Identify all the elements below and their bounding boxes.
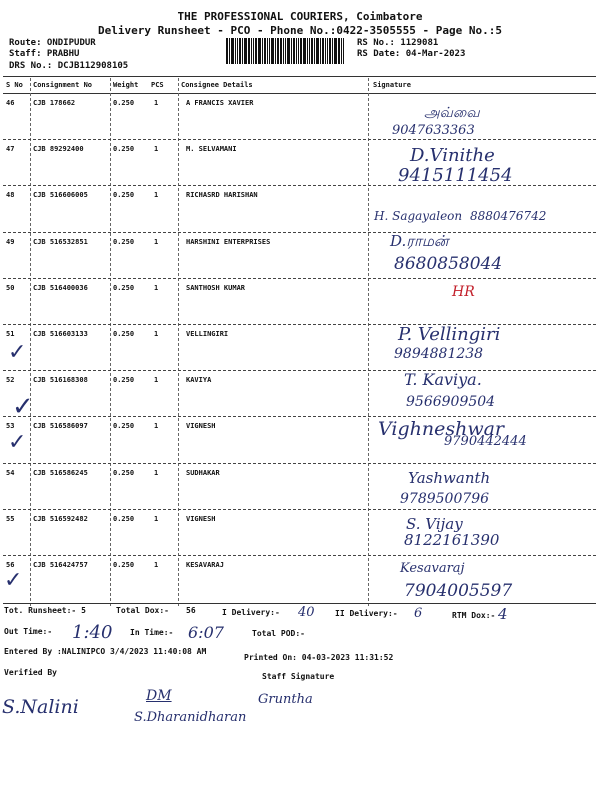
row-weight: 0.250 — [113, 145, 135, 154]
rtm-dox-value: 4 — [498, 605, 508, 623]
row-signature: அவ்வை — [424, 105, 480, 121]
i-delivery-label: I Delivery:- — [222, 608, 280, 617]
row-consignment-no: CJB 516400036 — [33, 283, 88, 292]
staff-signature-second: Gruntha — [258, 692, 313, 707]
ii-delivery-value: 6 — [414, 606, 423, 621]
row-divider — [3, 324, 596, 325]
row-sno: 54 — [6, 468, 15, 477]
out-time-value: 1:40 — [72, 622, 113, 643]
staff-signature-label: Staff Signature — [262, 672, 335, 681]
verifier-signature: S.Nalini — [2, 696, 79, 718]
row-signature: Kesavaraj — [400, 561, 465, 576]
table-header-rule — [3, 93, 596, 94]
row-signature-phone: 9415111454 — [398, 165, 513, 187]
row-divider — [3, 139, 596, 140]
total-dox-label: Total Dox:- — [116, 606, 169, 615]
row-sno: 55 — [6, 514, 15, 523]
staff-signature: S.Dharanidharan — [134, 710, 247, 725]
row-divider — [3, 555, 596, 556]
row-weight: 0.250 — [113, 191, 135, 200]
row-signature: D.Vinithe — [410, 145, 495, 167]
rs-date: RS Date: 04-Mar-2023 — [357, 49, 466, 59]
row-consignment-no: CJB 516424757 — [33, 561, 88, 569]
col-divider — [110, 78, 111, 606]
row-pcs: 1 — [154, 468, 159, 477]
row-weight: 0.250 — [113, 330, 135, 338]
row-weight: 0.250 — [113, 99, 135, 107]
row-weight: 0.250 — [113, 514, 135, 523]
in-time-value: 6:07 — [188, 623, 224, 642]
row-divider — [3, 509, 596, 510]
row-consignee: VELLINGIRI — [186, 330, 229, 338]
row-consignee: SANTHOSH KUMAR — [186, 283, 246, 292]
drs-number: DRS No.: DCJB112908105 — [9, 61, 129, 71]
row-consignment-no: CJB 89292400 — [33, 145, 84, 154]
row-consignee: M. SELVAMANI — [186, 145, 237, 154]
row-pcs: 1 — [154, 514, 159, 523]
row-pcs: 1 — [154, 145, 159, 154]
staff-label: Staff: PRABHU — [9, 49, 80, 59]
row-sno: 47 — [6, 145, 15, 154]
staff-signature-initials: DM — [146, 688, 172, 704]
row-pcs: 1 — [154, 99, 159, 107]
row-consignee: RICHASRD HARISHAN — [186, 191, 258, 200]
row-divider — [3, 185, 596, 186]
row-consignment-no: CJB 178662 — [33, 99, 76, 107]
col-header-consignee: Consignee Details — [181, 81, 253, 89]
row-consignment-no: CJB 516168308 — [33, 376, 88, 385]
row-weight: 0.250 — [113, 376, 135, 385]
row-sno: 48 — [6, 191, 15, 200]
row-consignee: KESAVARAJ — [186, 561, 224, 569]
barcode — [226, 38, 348, 64]
row-signature: H. Sagayaleon — [374, 209, 463, 224]
col-divider — [178, 78, 179, 606]
row-consignment-no: CJB 516586245 — [33, 468, 88, 477]
row-divider — [3, 278, 596, 279]
row-pcs: 1 — [154, 237, 159, 246]
row-signature-phone: 9047633363 — [392, 123, 475, 138]
row-signature: S. Vijay — [406, 514, 463, 533]
table-top-rule — [3, 76, 596, 77]
row-signature-phone: 9894881238 — [394, 346, 484, 362]
row-consignee: VIGNESH — [186, 422, 216, 431]
in-time-label: In Time:- — [130, 628, 174, 637]
row-consignee: A FRANCIS XAVIER — [186, 99, 254, 107]
row-weight: 0.250 — [113, 283, 135, 292]
check-mark-icon: ✓ — [12, 392, 34, 422]
row-sno: 52 — [6, 376, 15, 385]
check-mark-icon: ✓ — [8, 430, 27, 455]
row-consignee: VIGNESH — [186, 514, 216, 523]
row-sno: 56 — [6, 561, 15, 569]
row-signature: P. Vellingiri — [398, 324, 501, 345]
runsheet-subtitle: Delivery Runsheet - PCO - Phone No.:0422-3505555 - Page No.:5 — [98, 24, 502, 37]
total-runsheet: Tot. Runsheet:- 5 — [4, 606, 86, 615]
total-dox-value: 56 — [186, 606, 196, 615]
entered-by: Entered By :NALINIPCO 3/4/2023 11:40:08 AM — [4, 647, 207, 656]
total-pod-label: Total POD:- — [252, 629, 305, 638]
totals-rule — [3, 603, 596, 604]
route-label: Route: ONDIPUDUR — [9, 38, 96, 48]
row-signature: HR — [452, 283, 475, 300]
out-time-label: Out Time:- — [4, 627, 53, 636]
row-consignment-no: CJB 516532851 — [33, 237, 88, 246]
row-weight: 0.250 — [113, 468, 135, 477]
row-consignment-no: CJB 516603133 — [33, 330, 88, 338]
i-delivery-value: 40 — [298, 605, 315, 620]
row-signature-phone: 8680858044 — [394, 253, 503, 274]
col-header-consignment: Consignment No — [33, 81, 93, 89]
row-signature-phone: 9789500796 — [400, 490, 490, 507]
row-signature-phone: 8880476742 — [470, 209, 547, 224]
row-signature: T. Kaviya. — [404, 370, 482, 390]
col-divider — [30, 78, 31, 606]
row-divider — [3, 370, 596, 371]
row-weight: 0.250 — [113, 561, 135, 569]
row-signature-phone: 7904005597 — [404, 581, 513, 601]
row-weight: 0.250 — [113, 422, 135, 431]
row-sno: 53 — [6, 422, 15, 431]
col-header-signature: Signature — [373, 81, 411, 89]
row-signature-phone: 8122161390 — [404, 530, 500, 549]
ii-delivery-label: II Delivery:- — [335, 609, 398, 618]
row-signature: Vighneshwar — [378, 418, 505, 441]
row-pcs: 1 — [154, 330, 159, 338]
row-pcs: 1 — [154, 422, 159, 431]
rtm-dox-label: RTM Dox:- — [452, 611, 496, 620]
company-title: THE PROFESSIONAL COURIERS, Coimbatore — [177, 10, 423, 23]
check-mark-icon: ✓ — [4, 568, 23, 593]
col-header-weight: Weight — [113, 81, 139, 89]
row-signature-phone: 9566909504 — [406, 394, 496, 411]
verified-by: Verified By — [4, 668, 57, 677]
col-divider — [368, 78, 369, 606]
col-header-sno: S No — [6, 81, 23, 89]
row-pcs: 1 — [154, 283, 159, 292]
row-signature-phone: 9790442444 — [444, 434, 527, 450]
row-consignment-no: CJB 516592482 — [33, 514, 88, 523]
row-sno: 49 — [6, 237, 15, 246]
col-header-pcs: PCS — [151, 81, 164, 89]
row-pcs: 1 — [154, 376, 159, 385]
row-sno: 51 — [6, 330, 15, 338]
row-weight: 0.250 — [113, 237, 135, 246]
row-pcs: 1 — [154, 561, 159, 569]
row-signature: D.ராமன் — [390, 231, 449, 250]
row-consignment-no: CJB 516586097 — [33, 422, 88, 431]
printed-on: Printed On: 04-03-2023 11:31:52 — [244, 653, 394, 662]
row-divider — [3, 232, 596, 233]
row-consignee: KAVIYA — [186, 376, 212, 385]
check-mark-icon: ✓ — [8, 340, 27, 365]
row-sno: 50 — [6, 283, 15, 292]
row-consignee: HARSHINI ENTERPRISES — [186, 237, 271, 246]
row-pcs: 1 — [154, 191, 159, 200]
row-sno: 46 — [6, 99, 15, 107]
row-divider — [3, 463, 596, 464]
rs-number: RS No.: 1129081 — [357, 38, 439, 48]
row-divider — [3, 416, 596, 417]
row-signature: Yashwanth — [408, 468, 491, 487]
row-consignment-no: CJB 516606005 — [33, 191, 88, 200]
row-consignee: SUDHAKAR — [186, 468, 220, 477]
